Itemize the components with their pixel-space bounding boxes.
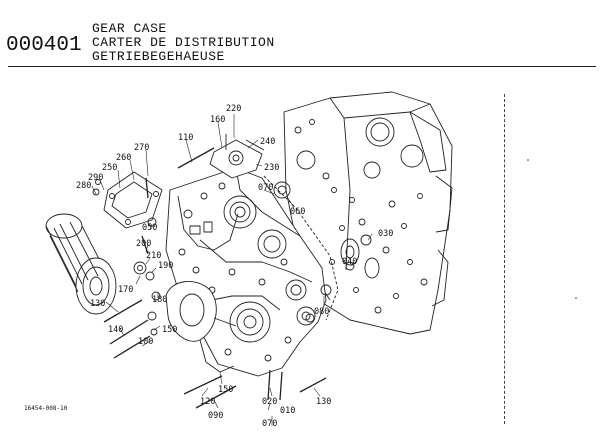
label-050: 050 — [142, 223, 158, 233]
label-180: 180 — [152, 295, 168, 305]
title-english: GEAR CASE — [92, 21, 167, 36]
label-130-left: 130 — [90, 299, 106, 309]
label-210: 210 — [146, 251, 162, 261]
label-270: 270 — [134, 143, 150, 153]
title-french: CARTER DE DISTRIBUTION — [92, 35, 275, 50]
label-170: 170 — [118, 285, 134, 295]
label-150-lower: 150 — [218, 385, 234, 395]
label-060: 060 — [290, 207, 306, 217]
label-070-bottom: 070 — [262, 419, 278, 429]
label-110: 110 — [178, 133, 194, 143]
label-090: 090 — [208, 411, 224, 421]
label-220: 220 — [226, 104, 242, 114]
figure-reference: 16454-008-10 — [24, 405, 68, 412]
label-160: 160 — [210, 115, 226, 125]
label-230: 230 — [264, 163, 280, 173]
cover-plate — [104, 172, 162, 228]
title-german: GETRIEBEGEHAEUSE — [92, 49, 225, 64]
label-240: 240 — [260, 137, 276, 147]
label-080: 080 — [314, 307, 330, 317]
label-140: 140 — [108, 325, 124, 335]
label-200: 200 — [136, 239, 152, 249]
label-150-upper: 150 — [162, 325, 178, 335]
label-120: 120 — [200, 397, 216, 407]
label-250: 250 — [102, 163, 118, 173]
label-010: 010 — [280, 406, 296, 416]
label-100: 100 — [138, 337, 154, 347]
diagram-code: 000401 — [6, 34, 82, 57]
label-290: 290 — [88, 173, 104, 183]
label-280: 280 — [76, 181, 92, 191]
label-020: 020 — [262, 397, 278, 407]
label-190: 190 — [158, 261, 174, 271]
label-130-right: 130 — [316, 397, 332, 407]
label-070-top: 070 — [258, 183, 274, 193]
label-040: 040 — [342, 257, 358, 267]
label-030: 030 — [378, 229, 394, 239]
top-plate — [210, 134, 264, 178]
oil-filter — [46, 214, 116, 314]
label-260: 260 — [116, 153, 132, 163]
